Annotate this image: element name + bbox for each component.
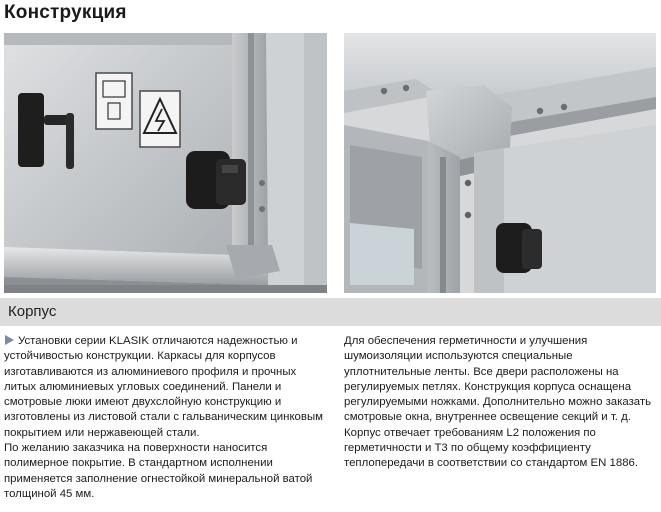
paragraph-text: Корпус отвечает требованиям L2 положения по герметичности и T3 по общему коэффициенту теплопередачи в соответствии со стандартом EN 1886. [344,426,639,470]
text-column-right [344,334,657,472]
paragraph-text: Установки серии KLASIK отличаются надежностью и устойчивостью конструкции. Каркасы для корпусов изготавливаются из алюминиевого профиля и прочных литых алюминиевых угловых соединений. Панели и смотровые люки имеют двухслойную конструкцию и изготовлены из листовой стали с гальваническим цинковым покрытием или нержавеющей стали. [4,335,323,439]
paragraph-text: Для обеспечения герметичности и улучшения шумоизоляции используются специальные уплотнительные ленты. Все двери расположены на регулируемых петлях. Конструкция корпуса оснащена регулируемыми ножками. Дополнительно можно заказать смотровые окна, внутреннее освещение секций и т. д. [344,335,652,424]
paragraph [4,334,323,441]
page-title: Конструкция [4,2,127,23]
section-title: Корпус [8,303,57,320]
text-column-left [4,334,323,502]
play-arrow-icon [5,335,14,345]
paragraph-text: По желанию заказчика на поверхности наносится полимерное покрытие. В стандартном исполнении применяется заполнение огнестойкой минеральной ватой толщиной 45 мм. [4,442,313,500]
unit-casing-door-handle-photo [4,33,327,293]
unit-casing-corner-joint-photo [344,33,656,293]
section-header-band [0,298,661,326]
